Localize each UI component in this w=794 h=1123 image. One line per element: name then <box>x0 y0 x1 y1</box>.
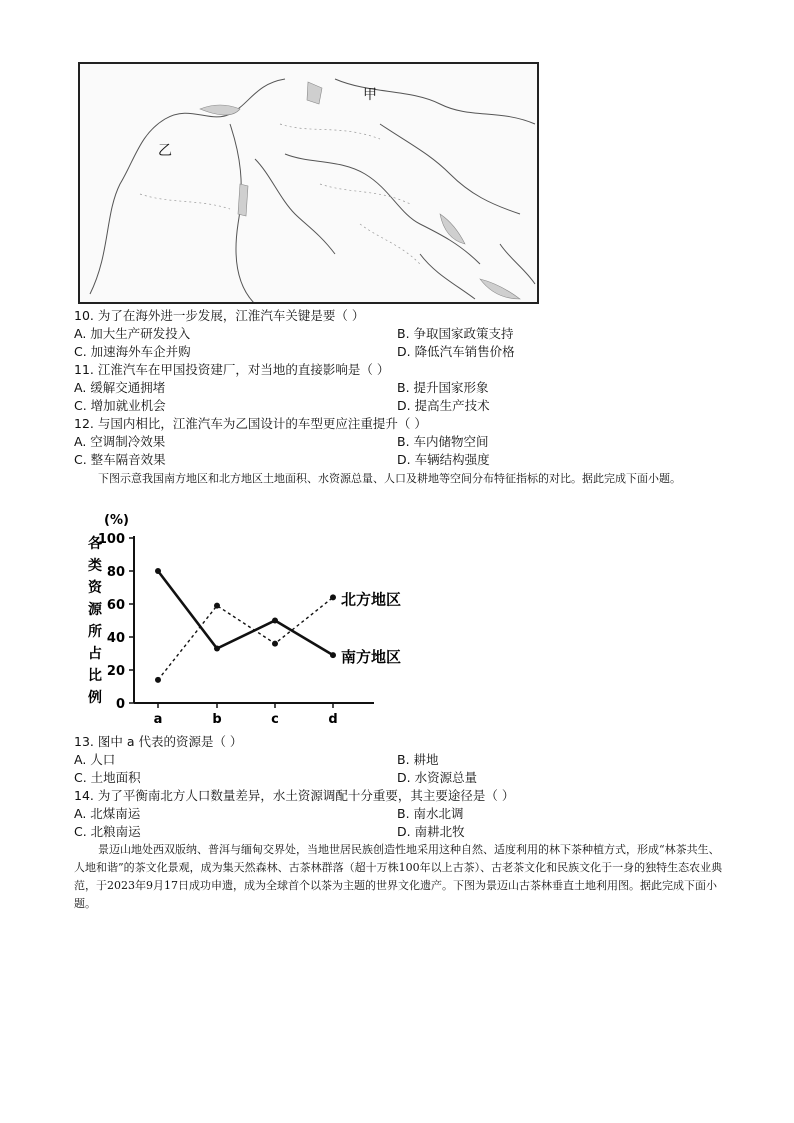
question-10-stem: 10. 为了在海外进一步发展，江淮汽车关键是要（ ） <box>74 308 365 323</box>
series-point-south-a <box>155 568 161 574</box>
y-unit-label: (%) <box>104 513 129 528</box>
question-10-option-b[interactable]: B. 争取国家政策支持 <box>397 326 514 341</box>
asia-map <box>78 62 539 304</box>
x-tick-label-b: b <box>212 712 222 727</box>
tea-intro-text: 景迈山地处西双版纳、普洱与缅甸交界处，当地世居民族创造性地采用这种自然、适度利用的林下茶种植方式，形成“林茶共生、人地和谐”的茶文化景观，成为集天然森林、古茶林群落（超十万株100年以上古茶）、古老茶文化和民族文化于一身的独特生态农业典范，于2023年9月17日成功申遗，成为全球首个以茶为主题的世界文化遗产。下图为景迈山古茶林垂直土地利用图。据此完成下面小题。 <box>74 843 723 910</box>
question-13-option-c[interactable]: C. 土地面积 <box>74 770 141 785</box>
chart-intro-paragraph <box>74 470 724 488</box>
y-tick-label: 20 <box>106 664 125 679</box>
resource-line-chart <box>74 508 414 733</box>
question-12-stem: 12. 与国内相比，江淮汽车为乙国设计的车型更应注重提升（ ） <box>74 416 427 431</box>
question-14-option-c[interactable]: C. 北粮南运 <box>74 824 141 839</box>
question-14-option-d[interactable]: D. 南耕北牧 <box>397 824 465 839</box>
question-11-option-a[interactable]: A. 缓解交通拥堵 <box>74 380 166 395</box>
y-axis-label: 各类资源所占比例 <box>88 536 102 706</box>
chart-intro-text: 下图示意我国南方地区和北方地区土地面积、水资源总量、人口及耕地等空间分布特征指标的对比。据此完成下面小题。 <box>98 472 681 485</box>
question-12-option-c[interactable]: C. 整车隔音效果 <box>74 452 166 467</box>
question-11-option-c[interactable]: C. 增加就业机会 <box>74 398 166 413</box>
y-tick-label: 100 <box>97 532 125 547</box>
series-point-north-c <box>272 641 278 647</box>
x-tick-label-d: d <box>328 712 338 727</box>
question-13-option-a[interactable]: A. 人口 <box>74 752 116 767</box>
x-tick-label-c: c <box>271 712 279 727</box>
question-11-option-b[interactable]: B. 提升国家形象 <box>397 380 489 395</box>
series-point-north-d <box>330 594 336 600</box>
y-tick-label: 60 <box>106 598 125 613</box>
question-14-option-a[interactable]: A. 北煤南运 <box>74 806 141 821</box>
tea-intro-paragraph <box>74 841 724 913</box>
map-label-jia: 甲 <box>363 87 377 103</box>
y-tick-label: 40 <box>106 631 125 646</box>
map-label-yi: 乙 <box>158 143 172 159</box>
question-14-option-b[interactable]: B. 南水北调 <box>397 806 464 821</box>
series-point-south-b <box>214 646 220 652</box>
legend-label-north: 北方地区 <box>341 590 402 609</box>
series-line-south <box>158 571 333 655</box>
question-12-option-b[interactable]: B. 车内储物空间 <box>397 434 489 449</box>
y-tick-label: 80 <box>106 565 125 580</box>
question-13-stem: 13. 图中 a 代表的资源是（ ） <box>74 734 243 749</box>
series-point-north-b <box>214 603 220 609</box>
map-outline <box>80 64 539 304</box>
series-point-south-c <box>272 618 278 624</box>
question-14-stem: 14. 为了平衡南北方人口数量差异，水土资源调配十分重要，其主要途径是（ ） <box>74 788 515 803</box>
x-tick-label-a: a <box>153 712 163 727</box>
question-10-option-a[interactable]: A. 加大生产研发投入 <box>74 326 191 341</box>
question-12-option-a[interactable]: A. 空调制冷效果 <box>74 434 166 449</box>
question-11-stem: 11. 江淮汽车在甲国投资建厂，对当地的直接影响是（ ） <box>74 362 390 377</box>
y-tick-label: 0 <box>115 697 125 712</box>
question-12-option-d[interactable]: D. 车辆结构强度 <box>397 452 490 467</box>
question-13-option-b[interactable]: B. 耕地 <box>397 752 439 767</box>
question-11-option-d[interactable]: D. 提高生产技术 <box>397 398 490 413</box>
series-point-south-d <box>330 652 336 658</box>
legend-label-south: 南方地区 <box>341 648 402 667</box>
question-13-option-d[interactable]: D. 水资源总量 <box>397 770 478 785</box>
question-10-option-d[interactable]: D. 降低汽车销售价格 <box>397 344 515 359</box>
series-point-north-a <box>155 677 161 683</box>
question-10-option-c[interactable]: C. 加速海外车企并购 <box>74 344 191 359</box>
